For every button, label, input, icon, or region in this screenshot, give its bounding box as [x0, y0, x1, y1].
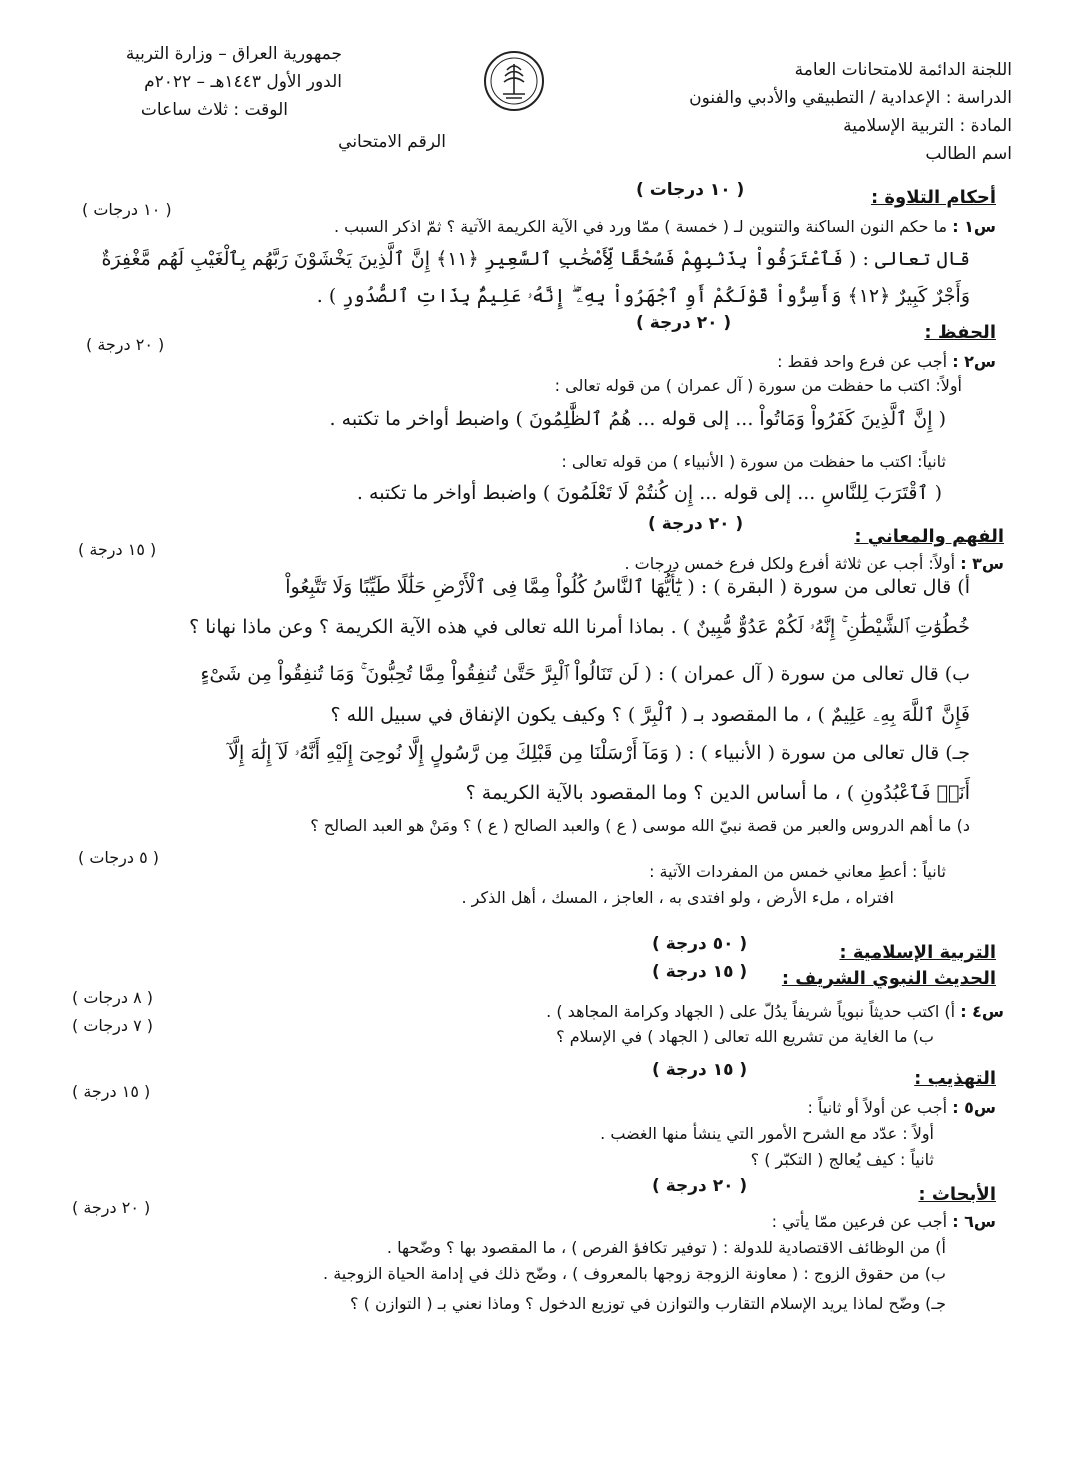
q5-instruction: أجب عن أولاً أو ثانياً : [807, 1098, 948, 1117]
ministry-line: جمهورية العراق – وزارة التربية [125, 44, 342, 64]
q6-a: أ) من الوظائف الاقتصادية للدولة : ( توفير تكافؤ الفرص ) ، ما المقصود بها ؟ وضّحها . [386, 1238, 946, 1257]
q3-b-line-1: ب) قال تعالى من سورة ( آل عمران ) : ( لَن تَنَالُواْ ٱلْبِرَّ حَتَّىٰ تُنفِقُواْ مِمَّا تُحِبُّونَ ۚ وَمَا تُنفِقُواْ مِن شَىْءٍ [200, 663, 970, 685]
section-recitation-marks: ( ١٠ درجات ) [636, 180, 745, 200]
q3-a-line-2: خُطُوَٰتِ ٱلشَّيْطَٰنِ ۚ إِنَّهُۥ لَكُمْ عَدُوٌّ مُّبِينٌ ) . بماذا أمرنا الله تعالى في هذه الآية الكريمة ؟ وعن ماذا نهانا ؟ [189, 616, 970, 638]
q1-side-marks: ( ١٠ درجات ) [82, 200, 172, 219]
q5-side-marks: ( ١٥ درجة ) [72, 1082, 151, 1101]
exam-round-line: الدور الأول ١٤٤٣هـ – ٢٠٢٢م [144, 72, 342, 92]
q1-question: ما حكم النون الساكنة والتنوين لـ ( خمسة ) ممّا ورد في الآية الكريمة الآتية ؟ ثمّ اذكر السبب . [333, 217, 948, 236]
section-research-title: الأبحاث : [918, 1184, 996, 1205]
q6-c: جـ) وضّح لماذا يريد الإسلام التقارب والتوازن في توزيع الدخول ؟ وماذا نعني بـ ( التوازن ) ؟ [350, 1294, 946, 1313]
q1-verse-line-2: وَأَجْرٌ كَبِيرٌ ﴿١٢﴾ وَأَسِرُّواْ قَوْلَكُمْ أَوِ ٱجْهَرُواْ بِهِۦٓ ۖ إِنَّهُۥ عَلِيمٌۢ بِذَاتِ ٱلصُّدُورِ ) . [316, 285, 970, 307]
q6-instruction: أجب عن فرعين ممّا يأتي : [771, 1212, 948, 1231]
ministry-emblem-icon [483, 50, 545, 112]
subject-line: المادة : التربية الإسلامية [843, 116, 1012, 136]
section-ethics-marks: ( ١٥ درجة ) [652, 1060, 748, 1080]
q3-instruction: أولاً: أجب عن ثلاثة أفرع ولكل فرع خمس درجات . [624, 554, 956, 573]
q4-a: أ) اكتب حديثاً نبوياً شريفاً يدُلّ على ( الجهاد وكرامة المجاهد ) . [546, 1002, 956, 1021]
q1-verse-line-1: قال تعالى : ( فَٱعْتَرَفُواْ بِذَنۢبِهِمْ فَسُحْقًا لِّأَصْحَٰبِ ٱلسَّعِيرِ ﴿١١﴾ إِنَّ ٱلَّذِينَ يَخْشَوْنَ رَبَّهُم بِٱلْغَيْبِ لَهُم مَّغْفِرَةٌ [101, 248, 970, 270]
q3-second-side-marks: ( ٥ درجات ) [78, 848, 160, 867]
q3-label: س٣ : [960, 554, 1004, 573]
q5-label: س٥ : [952, 1098, 996, 1117]
committee-name: اللجنة الدائمة للامتحانات العامة [794, 60, 1012, 80]
section-understanding-marks: ( ٢٠ درجة ) [648, 514, 744, 534]
q5-second: ثانياً : كيف يُعالج ( التكبّر ) ؟ [750, 1150, 934, 1169]
q5-text [808, 1096, 996, 1120]
q3-c-line-1: جـ) قال تعالى من سورة ( الأنبياء ) : ( وَمَآ أَرْسَلْنَا مِن قَبْلِكَ مِن رَّسُولٍ إِلَّا نُوحِىٓ إِلَيْهِ أَنَّهُۥ لَآ إِلَٰهَ إِلَّآ [228, 742, 970, 764]
q3-second: ثانياً : أعطِ معاني خمس من المفردات الآتية : [649, 862, 946, 881]
q6-label: س٦ : [952, 1212, 996, 1231]
section-memorization-marks: ( ٢٠ درجة ) [636, 313, 732, 333]
q5-first: أولاً : عدّد مع الشرح الأمور التي ينشأ منها الغضب . [600, 1124, 934, 1143]
q3-c-line-2: أَنَا۠ فَٱعْبُدُونِ ) ، ما أساس الدين ؟ وما المقصود بالآية الكريمة ؟ [465, 782, 970, 804]
q2-first-verse: ( إِنَّ ٱلَّذِينَ كَفَرُواْ وَمَاتُواْ ... إلى قوله ... هُمُ ٱلظَّٰلِمُونَ ) واضبط أواخر ما تكتبه . [329, 408, 946, 430]
exam-time-line: الوقت : ثلاث ساعات [140, 100, 288, 120]
q3-b-line-2: فَإِنَّ ٱللَّهَ بِهِۦ عَلِيمٌ ) ، ما المقصود بـ ( ٱلْبِرَّ ) ؟ وكيف يكون الإنفاق في سبيل الله ؟ [330, 704, 970, 726]
section-hadith-marks: ( ١٥ درجة ) [652, 962, 748, 982]
section-understanding-title: الفهم والمعاني : [854, 526, 1004, 547]
q4-b: ب) ما الغاية من تشريع الله تعالى ( الجهاد ) في الإسلام ؟ [556, 1027, 934, 1046]
section-ethics-title: التهذيب : [914, 1068, 996, 1089]
q2-side-marks: ( ٢٠ درجة ) [86, 335, 165, 354]
q2-instruction: أجب عن فرع واحد فقط : [777, 352, 948, 371]
part-islamic-education-title: التربية الإسلامية : [839, 942, 996, 963]
section-hadith-title: الحديث النبوي الشريف : [781, 968, 996, 989]
section-recitation-title: أحكام التلاوة : [870, 187, 996, 208]
q3-words: افتراه ، ملء الأرض ، ولو افتدى به ، العاجز ، المسك ، أهل الذكر . [461, 888, 894, 907]
q2-second-verse: ( ٱقْتَرَبَ لِلنَّاسِ ... إلى قوله ... إِن كُنتُمْ لَا تَعْلَمُونَ ) واضبط أواخر ما تكتبه . [356, 482, 942, 504]
q6-text [772, 1210, 996, 1234]
q3-a-line-1: أ) قال تعالى من سورة ( البقرة ) : ( يَٰٓأَيُّهَا ٱلنَّاسُ كُلُواْ مِمَّا فِى ٱلْأَرْضِ حَلَٰلًا طَيِّبًا وَلَا تَتَّبِعُواْ [285, 576, 970, 598]
study-branch: الدراسة : الإعدادية / التطبيقي والأدبي والفنون [689, 88, 1012, 108]
q3-side-marks: ( ١٥ درجة ) [78, 540, 157, 559]
section-memorization-title: الحفظ : [924, 322, 996, 343]
q6-b: ب) من حقوق الزوج : ( معاونة الزوجة زوجها بالمعروف ) ، وضّح ذلك في إدامة الحياة الزوجية . [323, 1264, 946, 1283]
q4-a-side-marks: ( ٨ درجات ) [72, 988, 154, 1007]
q4-b-side-marks: ( ٧ درجات ) [72, 1016, 154, 1035]
q4-a-text [546, 1000, 1004, 1024]
q6-side-marks: ( ٢٠ درجة ) [72, 1198, 151, 1217]
q2-second: ثانياً: اكتب ما حفظت من سورة ( الأنبياء ) من قوله تعالى : [561, 452, 946, 471]
q2-text [777, 350, 996, 374]
section-research-marks: ( ٢٠ درجة ) [652, 1176, 748, 1196]
q1-label: س١ : [952, 217, 996, 236]
student-name-label: اسم الطالب [925, 144, 1012, 164]
q4-label: س٤ : [960, 1002, 1004, 1021]
q3-d: د) ما أهم الدروس والعبر من قصة نبيّ الله موسى ( ع ) والعبد الصالح ( ع ) ؟ ومَنْ هو العبد الصالح ؟ [310, 816, 970, 835]
q2-label: س٢ : [952, 352, 996, 371]
q1-text [334, 215, 996, 239]
q2-first: أولاً: اكتب ما حفظت من سورة ( آل عمران ) من قوله تعالى : [554, 376, 962, 395]
part-islamic-education-marks: ( ٥٠ درجة ) [652, 934, 748, 954]
exam-number-label: الرقم الامتحاني [338, 132, 446, 152]
